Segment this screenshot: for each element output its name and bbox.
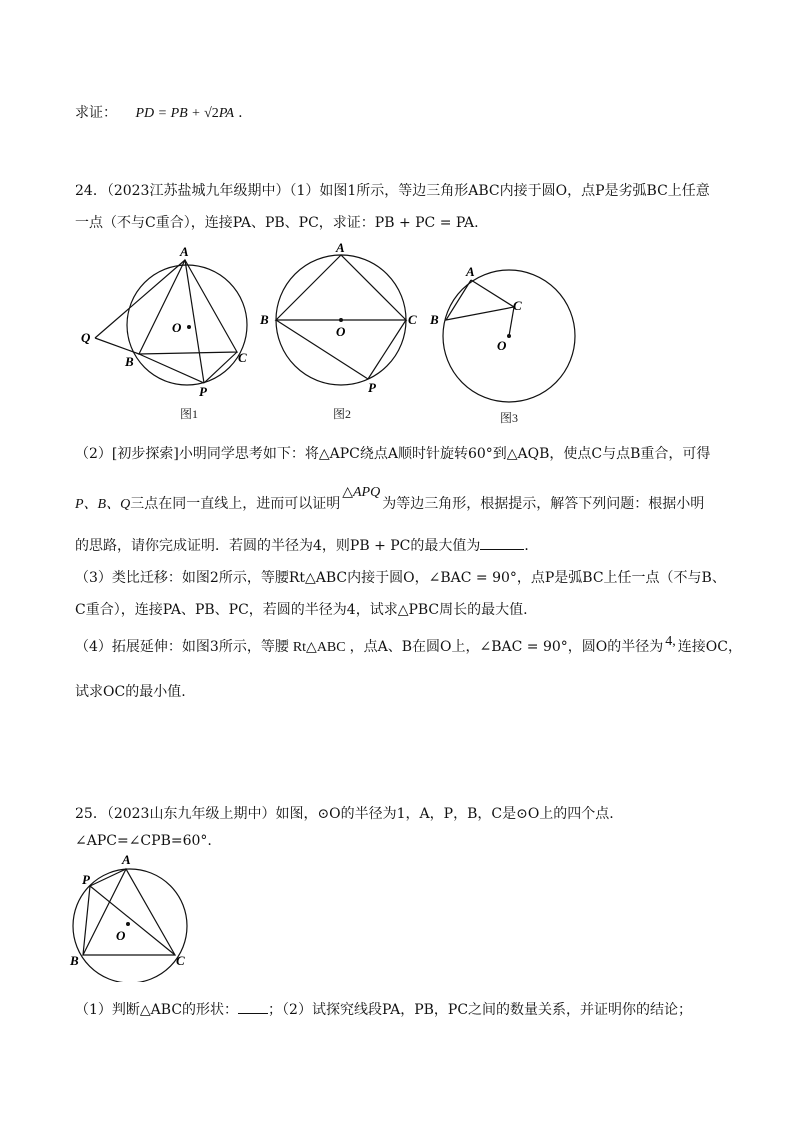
fig1-circle — [127, 265, 247, 385]
fig2-caption: 图2 — [333, 407, 352, 421]
q25-label-o: O — [116, 928, 126, 943]
fig1-segment-qb — [95, 338, 139, 354]
fig3-label-a: A — [466, 264, 475, 279]
fig3-caption: 图3 — [500, 411, 519, 425]
formula-end: . — [238, 105, 243, 121]
q25-line2: ∠APC=∠CPB=60°. — [75, 833, 212, 849]
q24-part2-line3 — [75, 537, 538, 555]
q24-part2-text-a: 三点在同一直线上，进而可以证明 — [130, 496, 341, 512]
q24-part4-line1 — [75, 634, 742, 657]
fig2-center-dot — [339, 318, 343, 322]
figure-1 — [81, 244, 247, 421]
q24-part4-text-b: ，点A、B在圆O上，∠BAC = 90°，圆O的半径为 — [349, 639, 664, 655]
answer-blank-25-1[interactable] — [238, 1001, 268, 1014]
fig1-label-c: C — [238, 350, 247, 365]
fig1-segment-bp — [139, 354, 204, 383]
q24-part2-question: 的思路，请你完成证明．若圆的半径为4，则PB + PC的最大值为 — [75, 538, 481, 554]
q24-part4-text-c: 连接OC， — [677, 639, 742, 655]
fig1-label-a: A — [180, 244, 189, 259]
q24-part4-text-a: （4）拓展延伸：如图3所示，等腰 — [75, 639, 289, 655]
fig2-label-b: B — [260, 312, 269, 327]
q25-part1-text: （1）判断△ABC的形状： — [75, 1002, 239, 1018]
q24-part2-triangle-apq: △APQ — [342, 485, 381, 500]
q25-line1: 25．（2023山东九年级上期中）如图，⊙O的半径为1，A，P，B，C是⊙O上的四个点. — [75, 806, 614, 822]
fig2-label-o: O — [336, 324, 346, 339]
q25-label-b: B — [70, 953, 79, 968]
fig3-center-dot — [507, 334, 511, 338]
q24-part2-line1: （2）[初步探索]小明同学思考如下：将△APC绕点A顺时针旋转60°到△AQB，使点C与点B重合，可得 — [75, 446, 711, 462]
fig1-label-b: B — [125, 354, 134, 369]
fig1-segment-ap — [185, 260, 204, 383]
fig2-triangle — [276, 255, 406, 320]
fig1-center-dot — [187, 325, 191, 329]
fig2-segment-bp — [276, 320, 368, 379]
q24-part3-line1: （3）类比迁移：如图2所示，等腰Rt△ABC内接于圆O，∠BAC = 90°，点P是弧BC上任一点（不与B、 — [75, 570, 726, 586]
fig1-caption: 图1 — [180, 407, 199, 421]
answer-blank-24-2[interactable] — [480, 537, 524, 550]
q24-figures — [0, 240, 800, 425]
fig1-label-o: O — [172, 320, 182, 335]
q25-triangle — [83, 869, 175, 955]
fig3-triangle — [446, 280, 514, 320]
fig2-label-p: P — [368, 380, 376, 395]
q25-segment-pb — [83, 886, 90, 955]
fig2-label-c: C — [408, 312, 417, 327]
q25-segment-pc — [90, 886, 175, 955]
q24-part2-end: ． — [524, 538, 539, 554]
q25-line3 — [75, 1001, 692, 1019]
q24-part4-radius: 4, — [665, 634, 676, 649]
q25-label-c: C — [176, 953, 185, 968]
formula-lhs: PD = PB + — [135, 106, 205, 121]
q24-part3-line2: C重合），连接PA、PB、PC，若圆的半径为4，试求△PBC周长的最大值. — [75, 602, 528, 618]
fig1-segment-cp — [204, 352, 237, 383]
fig1-triangle — [139, 260, 237, 354]
fig2-label-a: A — [336, 240, 345, 255]
q25-segment-pa — [90, 869, 126, 886]
q25-label-p: P — [82, 872, 90, 887]
formula-rhs: PA — [218, 106, 235, 121]
q24-part2-line2 — [75, 485, 705, 514]
q24-part2-points: P、B、Q — [75, 497, 131, 512]
q25-part2-text: ；（2）试探究线段PA，PB，PC之间的数量关系，并证明你的结论； — [268, 1002, 693, 1018]
proof-statement — [75, 104, 243, 123]
fig1-label-q: Q — [81, 330, 91, 345]
q24-part4-triangle: Rt△ABC — [292, 640, 346, 655]
fig3-label-o: O — [497, 338, 507, 353]
fig3-label-c: C — [513, 298, 522, 313]
q24-part4-line2: 试求OC的最小值. — [75, 684, 186, 700]
proof-prefix: 求证： — [75, 105, 117, 121]
q24-part2-text-b: 为等边三角形，根据提示，解答下列问题：根据小明 — [382, 496, 705, 512]
fig2-segment-cp — [368, 320, 406, 379]
q24-line1: 24．（2023江苏盐城九年级期中）（1）如图1所示，等边三角形ABC内接于圆O，点P是劣弧BC上任意 — [75, 183, 710, 199]
q25-center-dot — [126, 922, 130, 926]
q25-label-a: A — [122, 852, 131, 867]
figure-3 — [429, 264, 575, 425]
fig1-label-p: P — [199, 384, 207, 399]
fig3-label-b: B — [430, 312, 439, 327]
q25-figure — [62, 852, 202, 982]
formula-sqrt: √2 — [204, 106, 219, 121]
figure-2 — [259, 240, 417, 421]
q24-line2: 一点（不与C重合），连接PA、PB、PC，求证：PB + PC = PA. — [75, 215, 479, 231]
